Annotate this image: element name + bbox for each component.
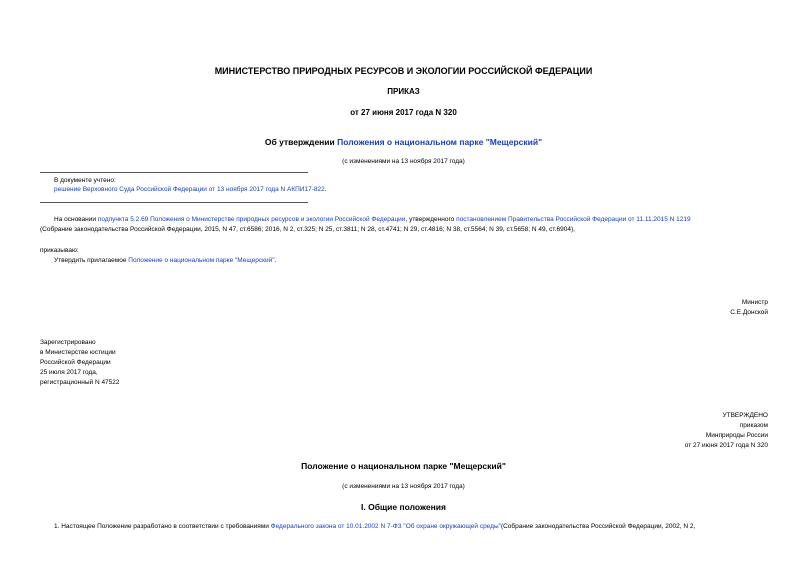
court-decision-link[interactable]: решение Верховного Суда Российской Федерации от 13 ноября 2017 года N АКПИ17-822	[54, 186, 325, 193]
approve-line	[54, 256, 276, 265]
regulation-link[interactable]: Положения о национальном парке "Мещерский"	[337, 137, 543, 147]
reg-p1-prefix: 1. Настоящее Положение разработано в соответствии с требованиями	[54, 523, 271, 530]
order-heading: ПРИКАЗ	[387, 87, 420, 96]
body-paragraph-1	[54, 215, 691, 224]
orders-word: приказываю:	[40, 247, 79, 254]
p1-mid: , утвержденного	[405, 216, 457, 223]
note-after: .	[324, 186, 327, 193]
note-label: В документе учтено:	[54, 177, 116, 184]
reg-p1-suffix: (Собрание законодательства Российской Федерации, 2002, N 2,	[500, 523, 696, 530]
order-date: от 27 июня 2017 года N 320	[350, 108, 457, 117]
regulation-title: Положение о национальном парке "Мещерский"	[301, 461, 506, 471]
approve-suffix: .	[274, 257, 277, 264]
regulation-changes: (с изменениями на 13 ноября 2017 года)	[342, 483, 465, 490]
approved-line: от 27 июня 2017 года N 320	[684, 442, 768, 449]
title-changes: (с изменениями на 13 ноября 2017 года)	[342, 158, 465, 165]
regulation-paragraph-1	[54, 522, 695, 531]
signature-role: Министр	[741, 299, 768, 306]
registration-line: Российской Федерации	[40, 359, 111, 366]
document-title	[0, 137, 807, 147]
approve-prefix: Утвердить прилагаемое	[54, 257, 129, 264]
approved-regulation-link[interactable]: Положение о национальном парке "Мещерский"	[128, 257, 275, 264]
government-resolution-link[interactable]: постановлением Правительства Российской Федерации от 11.11.2015 N 1219	[456, 216, 691, 223]
ministry-heading: МИНИСТЕРСТВО ПРИРОДНЫХ РЕСУРСОВ И ЭКОЛОГИИ РОССИЙСКОЙ ФЕДЕРАЦИИ	[214, 66, 593, 76]
signature-name: С.Е.Донской	[730, 309, 768, 316]
body-paragraph-1-line2: (Собрание законодательства Российской Федерации, 2015, N 47, ст.6586; 2016, N 2, ст.325; N 25, ст.3811; N 28, ст.4741; N 29, ст.4816; N 38, ст.5564; N 39, ст.5658; N 49, ст.6904),	[40, 226, 575, 233]
approved-line: приказом	[739, 422, 768, 429]
subparagraph-link[interactable]: подпункта 5.2.69 Положения о Министерстве природных ресурсов и экологии Российской Федерации	[97, 216, 406, 223]
approved-line: УТВЕРЖДЕНО	[722, 412, 768, 419]
p1-prefix: На основании	[54, 216, 98, 223]
title-prefix: Об утверждении	[264, 137, 338, 147]
registration-line: 25 июля 2017 года,	[40, 369, 98, 376]
section-heading: I. Общие положения	[361, 502, 446, 512]
note-bottom-rule	[40, 202, 308, 203]
approved-line: Минприроды России	[705, 432, 768, 439]
registration-line: Зарегистрировано	[40, 339, 96, 346]
note-entry	[54, 185, 327, 194]
registration-line: в Министерстве юстиции	[40, 349, 116, 356]
federal-law-link[interactable]: Федерального закона от 10.01.2002 N 7-ФЗ "Об охране окружающей среды"	[270, 523, 501, 530]
registration-line: регистрационный N 47522	[40, 379, 120, 386]
note-top-rule	[40, 172, 308, 173]
